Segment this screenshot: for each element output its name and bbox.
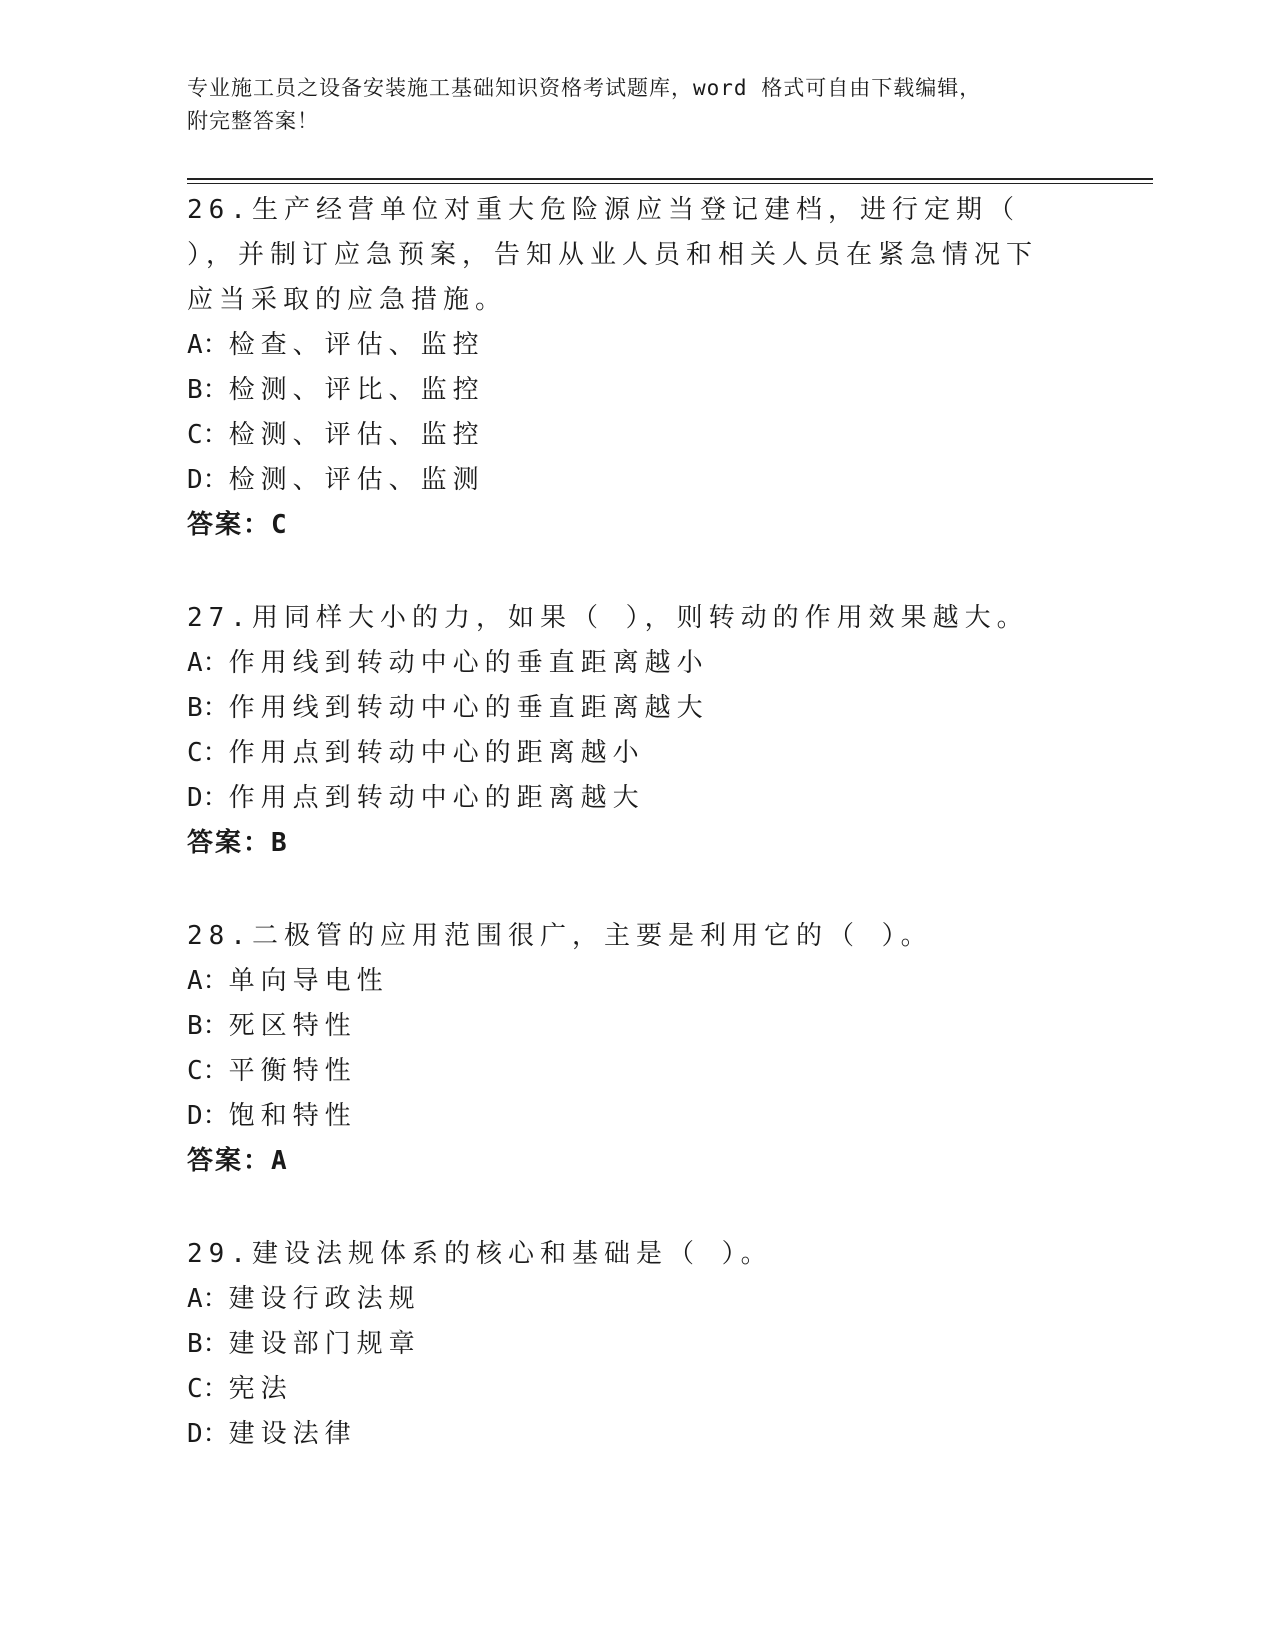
option-text: 建设法律 [228, 1419, 357, 1449]
header-divider-thick [187, 178, 1153, 180]
header-divider-thin [187, 183, 1153, 184]
question-stem: 26.生产经营单位对重大危险源应当登记建档，进行定期（ ），并制订应急预案，告知从业人员和相关人员在紧急情况下应当采取的应急措施。 [187, 195, 1039, 315]
question-28 [187, 914, 1067, 1184]
option-text: 宪法 [228, 1374, 293, 1404]
option-letter: C： [187, 1374, 229, 1404]
option-letter: A： [187, 966, 229, 996]
option-letter: D： [187, 1101, 229, 1131]
question-stem: 29.建设法规体系的核心和基础是（ ）。 [187, 1239, 773, 1269]
option-c [187, 1049, 1067, 1094]
option-text: 作用点到转动中心的距离越大 [228, 783, 645, 813]
option-letter: C： [187, 420, 229, 450]
question-list [187, 188, 1067, 1457]
option-d [187, 1094, 1067, 1139]
option-letter: D： [187, 465, 229, 495]
option-letter: D： [187, 1419, 229, 1449]
option-letter: C： [187, 1056, 229, 1086]
option-letter: B： [187, 375, 229, 405]
option-text: 检查、评估、监控 [228, 330, 485, 360]
option-letter: B： [187, 1329, 229, 1359]
option-c [187, 1367, 1067, 1412]
header-line-2: 附完整答案！ [187, 109, 319, 133]
option-a [187, 323, 1067, 368]
option-letter: A： [187, 648, 229, 678]
option-b [187, 1004, 1067, 1049]
question-stem: 27.用同样大小的力，如果（ ），则转动的作用效果越大。 [187, 603, 1029, 633]
question-stem: 28.二极管的应用范围很广，主要是利用它的（ ）。 [187, 921, 933, 951]
option-b [187, 686, 1067, 731]
document-header [187, 72, 1087, 138]
option-text: 饱和特性 [228, 1101, 357, 1131]
option-a [187, 641, 1067, 686]
option-letter: B： [187, 693, 229, 723]
option-text: 建设部门规章 [228, 1329, 421, 1359]
option-letter: C： [187, 738, 229, 768]
question-spacer [187, 1184, 1067, 1232]
option-text: 单向导电性 [228, 966, 389, 996]
option-letter: D： [187, 783, 229, 813]
option-a [187, 959, 1067, 1004]
option-d [187, 776, 1067, 821]
option-text: 作用线到转动中心的垂直距离越大 [228, 693, 709, 723]
question-27 [187, 596, 1067, 866]
option-text: 检测、评估、监控 [228, 420, 485, 450]
option-text: 建设行政法规 [228, 1284, 421, 1314]
question-29 [187, 1232, 1067, 1457]
option-d [187, 458, 1067, 503]
option-c [187, 731, 1067, 776]
option-letter: B： [187, 1011, 229, 1041]
option-text: 死区特性 [228, 1011, 357, 1041]
option-a [187, 1277, 1067, 1322]
question-26 [187, 188, 1067, 548]
option-text: 作用点到转动中心的距离越小 [228, 738, 645, 768]
option-letter: A： [187, 1284, 229, 1314]
question-spacer [187, 866, 1067, 914]
option-d [187, 1412, 1067, 1457]
answer-line: 答案：A [187, 1146, 289, 1176]
option-c [187, 413, 1067, 458]
option-text: 检测、评估、监测 [228, 465, 485, 495]
option-b [187, 1322, 1067, 1367]
answer-line: 答案：B [187, 828, 289, 858]
header-line-1: 专业施工员之设备安装施工基础知识资格考试题库，word 格式可自由下载编辑， [187, 76, 982, 100]
answer-line: 答案：C [187, 510, 289, 540]
option-letter: A： [187, 330, 229, 360]
option-text: 检测、评比、监控 [228, 375, 485, 405]
option-b [187, 368, 1067, 413]
option-text: 平衡特性 [228, 1056, 357, 1086]
option-text: 作用线到转动中心的垂直距离越小 [228, 648, 709, 678]
question-spacer [187, 548, 1067, 596]
